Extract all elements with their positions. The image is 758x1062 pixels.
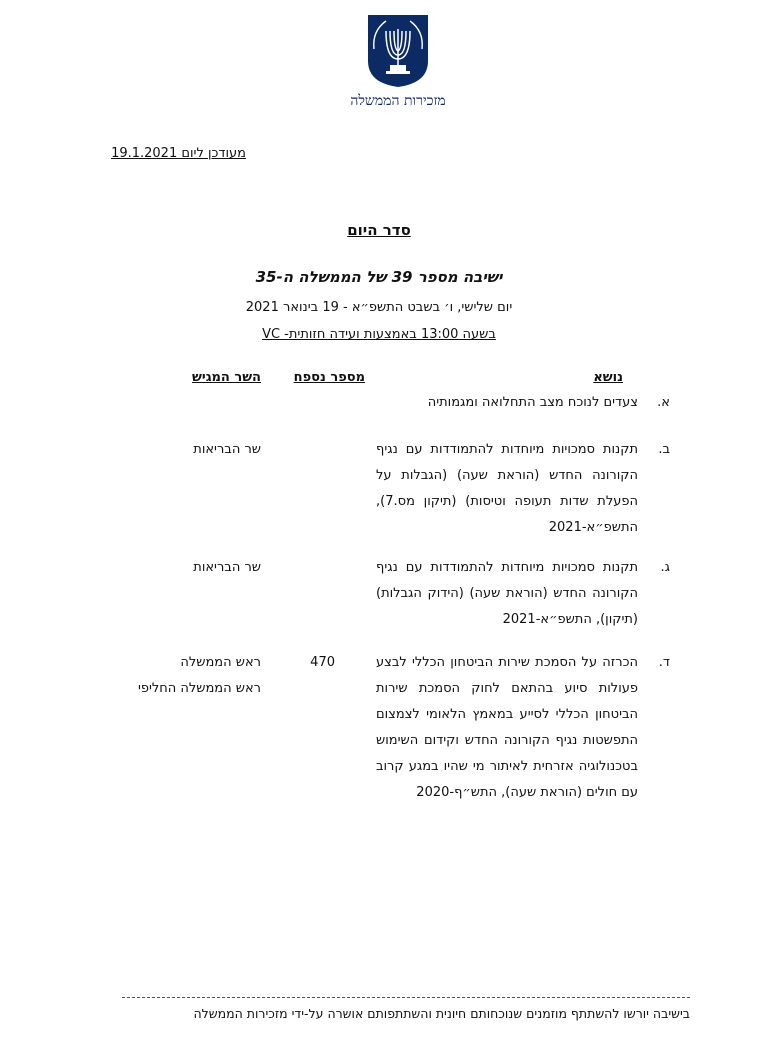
item-subject: תקנות סמכויות מיוחדות להתמודדות עם נגיף הקורונה החדש (הוראת שעה) (הגבלות על הפעלת שדות תעופה וטיסות) (תיקון מס.7), התשפ״א-2021 [376,442,638,535]
item-appendix-number: 470 [310,655,335,670]
item-minister: שר הבריאות [193,560,261,575]
item-subject: צעדים לנוכח מצב התחלואה ומגמותיה [427,395,638,410]
updated-date: מעודכן ליום 19.1.2021 [111,146,246,161]
item-letter: א. [657,395,670,410]
item-minister: ראש הממשלה [180,655,261,670]
item-letter: ג. [660,560,670,575]
column-header-appendix: מספר נספח [293,370,365,385]
item-subject: הכרזה על הסמכת שירות הביטחון הכללי לבצע פעולות סיוע בהתאם לחוק הסמכת שירות הביטחון הכללי לסייע במאמץ הלאומי לצמצום התפשטות נגיף הקורונה החדש וקידום השימוש בטכנולוגיה אזרחית לאיתור מי שהיו במגע קרוב עם חולים (הוראת שעה), התש״ף-2020 [376,655,638,800]
meeting-date: יום שלישי, ו׳ בשבט התשפ״א - 19 בינואר 2021 [245,300,513,315]
footnote: בישיבה יורשו להשתתף מוזמנים שנוכחותם חיונית והשתתפותם אושרה על-ידי מזכירות הממשלה [193,1006,690,1021]
column-header-subject: נושא [593,370,623,385]
item-minister-alternate: ראש הממשלה החליפי [137,681,261,696]
item-subject: תקנות סמכויות מיוחדות להתמודדות עם נגיף הקורונה החדש (הוראת שעה) (הידוק הגבלות) (תיקון), התשפ״א-2021 [376,560,638,627]
meeting-title: ישיבה מספר 39 של הממשלה ה-35 [255,268,503,286]
column-header-minister: השר המגיש [192,370,261,385]
office-name: מזכירות הממשלה [350,93,446,109]
agenda-title: סדר היום [347,221,411,239]
item-minister: שר הבריאות [193,442,261,457]
state-emblem-icon [366,13,430,89]
item-letter: ד. [658,655,670,670]
meeting-time: בשעה 13:00 באמצעות ועידה חזותית- VC [262,327,496,342]
footnote-separator [122,997,690,998]
item-letter: ב. [658,442,670,457]
